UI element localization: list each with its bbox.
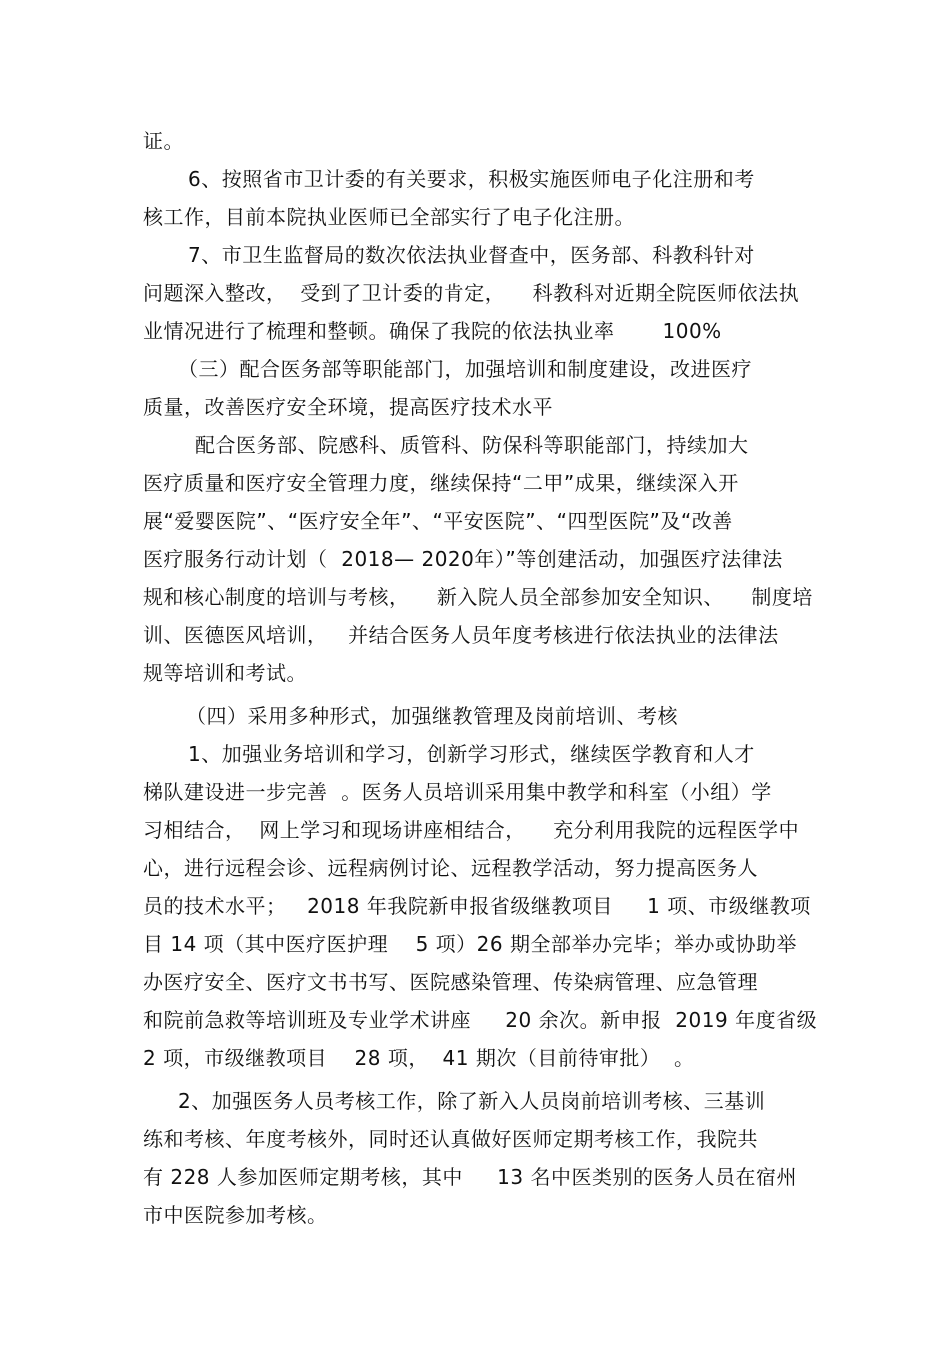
text-line: 目 14 项（其中医疗医护理 5 项）26 期全部举办完毕；举办或协助举 bbox=[143, 932, 797, 956]
text-line: 证。 bbox=[143, 129, 184, 153]
text-line: 医疗质量和医疗安全管理力度，继续保持“二甲”成果，继续深入开 bbox=[143, 471, 739, 495]
text-line: 习相结合， 网上学习和现场讲座相结合， 充分利用我院的远程医学中 bbox=[143, 818, 800, 842]
text-line: 规和核心制度的培训与考核， 新入院人员全部参加安全知识、 制度培 bbox=[143, 585, 813, 609]
text-line: 练和考核、年度考核外，同时还认真做好医师定期考核工作，我院共 bbox=[143, 1127, 758, 1151]
text-line: 业情况进行了梳理和整顿。确保了我院的依法执业率 100% bbox=[143, 319, 722, 343]
text-line: 配合医务部、院感科、质管科、防保科等职能部门，持续加大 bbox=[195, 433, 749, 457]
text-line: 训、医德医风培训， 并结合医务人员年度考核进行依法执业的法律法 bbox=[143, 623, 779, 647]
text-line: 7、市卫生监督局的数次依法执业督查中，医务部、科教科针对 bbox=[188, 243, 755, 267]
text-line: 员的技术水平； 2018 年我院新申报省级继教项目 1 项、市级继教项 bbox=[143, 894, 811, 918]
text-line: 梯队建设进一步完善 。医务人员培训采用集中教学和科室（小组）学 bbox=[143, 780, 772, 804]
text-line: 有 228 人参加医师定期考核，其中 13 名中医类别的医务人员在宿州 bbox=[143, 1165, 797, 1189]
text-line: 规等培训和考试。 bbox=[143, 661, 307, 685]
text-line: 和院前急救等培训班及专业学术讲座 20 余次。新申报 2019 年度省级 bbox=[143, 1008, 818, 1032]
text-line: 2 项，市级继教项目 28 项， 41 期次（目前待审批） 。 bbox=[143, 1046, 695, 1070]
text-line: 6、按照省市卫计委的有关要求，积极实施医师电子化注册和考 bbox=[188, 167, 755, 191]
text-line: 心，进行远程会诊、远程病例讨论、远程教学活动，努力提高医务人 bbox=[143, 856, 758, 880]
text-line: 办医疗安全、医疗文书书写、医院感染管理、传染病管理、应急管理 bbox=[143, 970, 758, 994]
text-line: 市中医院参加考核。 bbox=[143, 1203, 328, 1227]
text-line: 核工作，目前本院执业医师已全部实行了电子化注册。 bbox=[143, 205, 635, 229]
section-heading: 质量，改善医疗安全环境，提高医疗技术水平 bbox=[143, 395, 553, 419]
section-heading: （四）采用多种形式，加强继教管理及岗前培训、考核 bbox=[186, 704, 678, 728]
text-line: 2、加强医务人员考核工作，除了新入人员岗前培训考核、三基训 bbox=[178, 1089, 766, 1113]
section-heading: （三）配合医务部等职能部门，加强培训和制度建设，改进医疗 bbox=[178, 357, 752, 381]
text-line: 1、加强业务培训和学习，创新学习形式，继续医学教育和人才 bbox=[188, 742, 755, 766]
text-line: 展“爱婴医院”、“医疗安全年”、“平安医院”、“四型医院”及“改善 bbox=[143, 509, 733, 533]
text-line: 问题深入整改， 受到了卫计委的肯定， 科教科对近期全院医师依法执 bbox=[143, 281, 800, 305]
text-line: 医疗服务行动计划（ 2018— 2020年）”等创建活动，加强医疗法律法 bbox=[143, 547, 783, 571]
